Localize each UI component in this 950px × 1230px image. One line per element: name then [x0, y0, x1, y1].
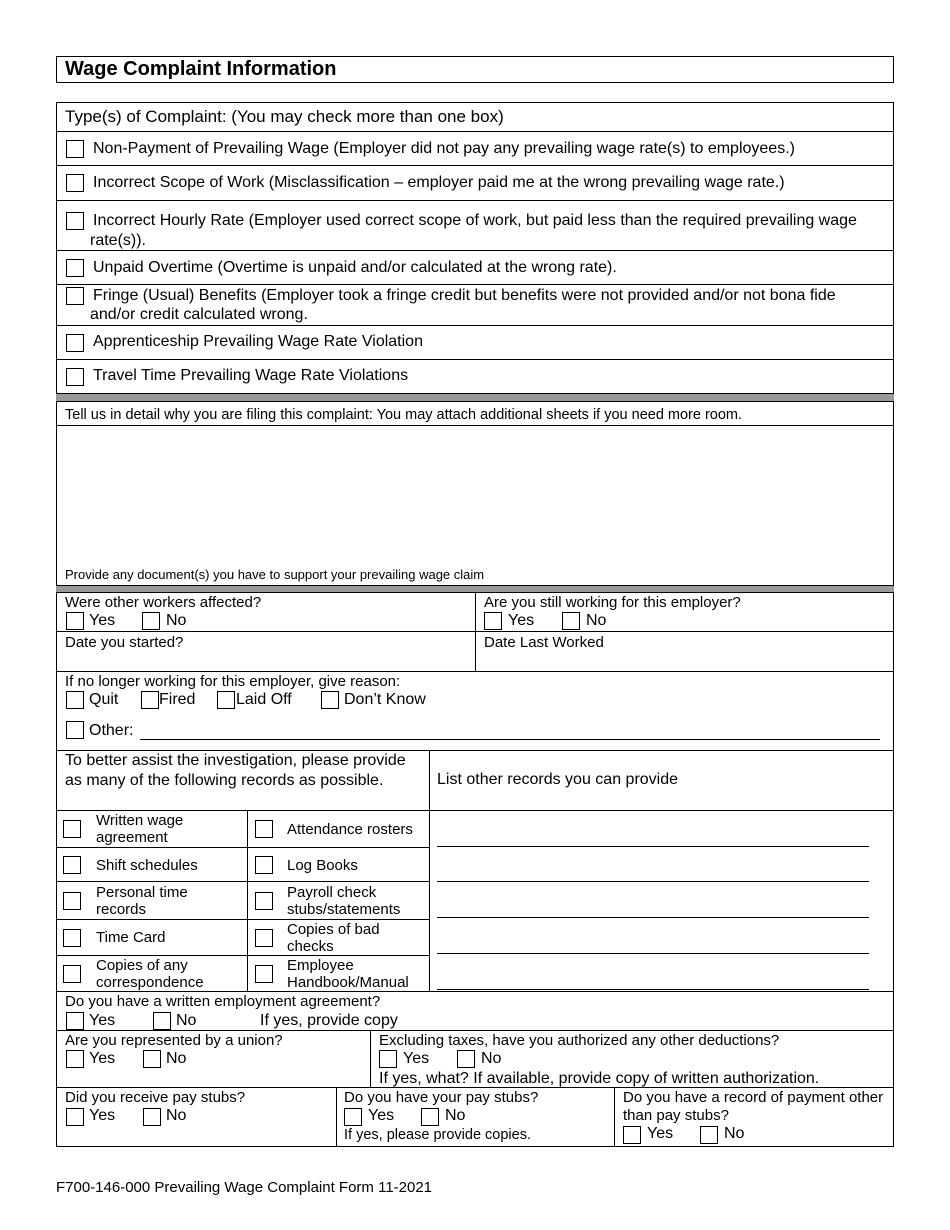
written-agreement-no-checkbox[interactable]: [153, 1012, 171, 1030]
divider-bar: [56, 394, 894, 401]
complaint-nonpayment-checkbox[interactable]: [66, 140, 84, 158]
workers-affected-yes-label: Yes: [89, 612, 116, 629]
record-handbook-label: Employee Handbook/Manual: [287, 957, 409, 991]
records-intro: To better assist the investigation, please provide as many of the following records as possible.: [65, 752, 406, 789]
complaint-hourly-rate-label: Incorrect Hourly Rate (Employer used correct scope of work, but paid less than the required prevailing wage rate(s)).: [90, 212, 857, 249]
workers-affected-no-checkbox[interactable]: [142, 612, 160, 630]
complaint-apprenticeship-checkbox[interactable]: [66, 334, 84, 352]
section-title: Wage Complaint Information: [65, 58, 337, 80]
record-payroll-checkbox[interactable]: [255, 892, 273, 910]
complaint-scope-checkbox[interactable]: [66, 174, 84, 192]
still-working-no-label: No: [586, 612, 607, 629]
workers-affected-no-label: No: [166, 612, 187, 629]
received-stubs-yes-label: Yes: [89, 1107, 116, 1124]
reason-laid-off-checkbox[interactable]: [217, 691, 235, 709]
record-personal-time-checkbox[interactable]: [63, 892, 81, 910]
have-stubs-label: Do you have your pay stubs?: [344, 1089, 539, 1106]
union-yes-checkbox[interactable]: [66, 1050, 84, 1068]
written-agreement-yes-checkbox[interactable]: [66, 1012, 84, 1030]
union-label: Are you represented by a union?: [65, 1032, 283, 1049]
payment-record-label: Do you have a record of payment other than pay stubs?: [623, 1089, 884, 1124]
record-correspondence-checkbox[interactable]: [63, 965, 81, 983]
record-written-wage-label: Written wage agreement: [96, 812, 184, 846]
record-correspondence-label: Copies of any correspondence: [96, 957, 204, 991]
record-time-card-label: Time Card: [96, 929, 166, 946]
other-records-line-4[interactable]: [437, 953, 869, 954]
payment-record-no-label: No: [724, 1125, 745, 1142]
other-records-line-5[interactable]: [437, 989, 869, 990]
have-stubs-no-label: No: [445, 1107, 466, 1124]
complaint-scope-label: Incorrect Scope of Work (Misclassification – employer paid me at the wrong prevailing wage rate.): [93, 174, 785, 191]
written-agreement-yes-label: Yes: [89, 1012, 116, 1029]
deductions-no-checkbox[interactable]: [457, 1050, 475, 1068]
received-stubs-no-checkbox[interactable]: [143, 1108, 161, 1126]
reason-other-label: Other:: [89, 722, 134, 739]
record-handbook-checkbox[interactable]: [255, 965, 273, 983]
record-personal-time-label: Personal time records: [96, 884, 188, 918]
payment-record-yes-checkbox[interactable]: [623, 1126, 641, 1144]
record-bad-checks-checkbox[interactable]: [255, 929, 273, 947]
workers-affected-label: Were other workers affected?: [65, 594, 262, 611]
complaint-hourly-rate-checkbox[interactable]: [66, 212, 84, 230]
reason-other-input[interactable]: [140, 739, 880, 740]
deductions-no-label: No: [481, 1050, 502, 1067]
date-started-label: Date you started?: [65, 634, 184, 651]
complaint-travel-checkbox[interactable]: [66, 368, 84, 386]
records-other-label: List other records you can provide: [437, 771, 679, 788]
record-shift-schedules-checkbox[interactable]: [63, 856, 81, 874]
deductions-yes-label: Yes: [403, 1050, 430, 1067]
record-payroll-label: Payroll check stubs/statements: [287, 884, 401, 918]
union-no-checkbox[interactable]: [143, 1050, 161, 1068]
complaint-types-header: Type(s) of Complaint: (You may check more than one box): [65, 107, 504, 126]
still-working-yes-label: Yes: [508, 612, 535, 629]
complaint-overtime-checkbox[interactable]: [66, 259, 84, 277]
reason-dont-know-checkbox[interactable]: [321, 691, 339, 709]
reason-dont-know-label: Don’t Know: [344, 691, 426, 708]
detail-text-area[interactable]: [60, 428, 890, 564]
record-shift-schedules-label: Shift schedules: [96, 857, 198, 874]
record-log-books-checkbox[interactable]: [255, 856, 273, 874]
complaint-overtime-label: Unpaid Overtime (Overtime is unpaid and/or calculated at the wrong rate).: [93, 259, 617, 276]
payment-record-no-checkbox[interactable]: [700, 1126, 718, 1144]
detail-label: Tell us in detail why you are filing this complaint: You may attach additional sheets if you need more room.: [65, 407, 743, 423]
complaint-fringe-checkbox[interactable]: [66, 287, 84, 305]
complaint-travel-label: Travel Time Prevailing Wage Rate Violations: [93, 367, 409, 384]
record-log-books-label: Log Books: [287, 857, 358, 874]
reason-fired-label: Fired: [159, 691, 196, 708]
payment-record-yes-label: Yes: [647, 1125, 674, 1142]
reason-label: If no longer working for this employer, give reason:: [65, 673, 401, 690]
complaint-fringe-label: Fringe (Usual) Benefits (Employer took a fringe credit but benefits were not provided and/or not bona fide and/or credit calculated wrong.: [90, 287, 836, 323]
still-working-no-checkbox[interactable]: [562, 612, 580, 630]
received-stubs-yes-checkbox[interactable]: [66, 1108, 84, 1126]
record-attendance-checkbox[interactable]: [255, 820, 273, 838]
reason-quit-label: Quit: [89, 691, 119, 708]
reason-other-checkbox[interactable]: [66, 721, 84, 739]
workers-affected-yes-checkbox[interactable]: [66, 612, 84, 630]
reason-laid-off-label: Laid Off: [236, 691, 292, 708]
received-stubs-no-label: No: [166, 1107, 187, 1124]
deductions-yes-checkbox[interactable]: [379, 1050, 397, 1068]
written-agreement-no-label: No: [176, 1012, 197, 1029]
reason-quit-checkbox[interactable]: [66, 691, 84, 709]
record-bad-checks-label: Copies of bad checks: [287, 921, 380, 955]
form-footer: F700-146-000 Prevailing Wage Complaint Form 11-2021: [56, 1179, 433, 1196]
record-written-wage-checkbox[interactable]: [63, 820, 81, 838]
complaint-nonpayment-label: Non-Payment of Prevailing Wage (Employer did not pay any prevailing wage rate(s) to employees.): [93, 140, 795, 157]
have-stubs-note: If yes, please provide copies.: [344, 1127, 531, 1143]
have-stubs-no-checkbox[interactable]: [421, 1108, 439, 1126]
written-agreement-label: Do you have a written employment agreement?: [65, 993, 381, 1010]
deductions-label: Excluding taxes, have you authorized any other deductions?: [379, 1032, 780, 1049]
other-records-line-3[interactable]: [437, 917, 869, 918]
documents-label: Provide any document(s) you have to support your prevailing wage claim: [65, 567, 485, 582]
deductions-note: If yes, what? If available, provide copy of written authorization.: [379, 1070, 820, 1087]
have-stubs-yes-label: Yes: [368, 1107, 395, 1124]
received-stubs-label: Did you receive pay stubs?: [65, 1089, 246, 1106]
record-time-card-checkbox[interactable]: [63, 929, 81, 947]
have-stubs-yes-checkbox[interactable]: [344, 1108, 362, 1126]
date-last-worked-label: Date Last Worked: [484, 634, 604, 651]
still-working-label: Are you still working for this employer?: [484, 594, 741, 611]
written-agreement-note: If yes, provide copy: [260, 1012, 398, 1029]
union-yes-label: Yes: [89, 1050, 116, 1067]
reason-fired-checkbox[interactable]: [141, 691, 159, 709]
other-records-line-1[interactable]: [437, 846, 869, 847]
still-working-yes-checkbox[interactable]: [484, 612, 502, 630]
other-records-line-2[interactable]: [437, 881, 869, 882]
union-no-label: No: [166, 1050, 187, 1067]
record-attendance-label: Attendance rosters: [287, 821, 413, 838]
complaint-apprenticeship-label: Apprenticeship Prevailing Wage Rate Violation: [93, 333, 423, 350]
